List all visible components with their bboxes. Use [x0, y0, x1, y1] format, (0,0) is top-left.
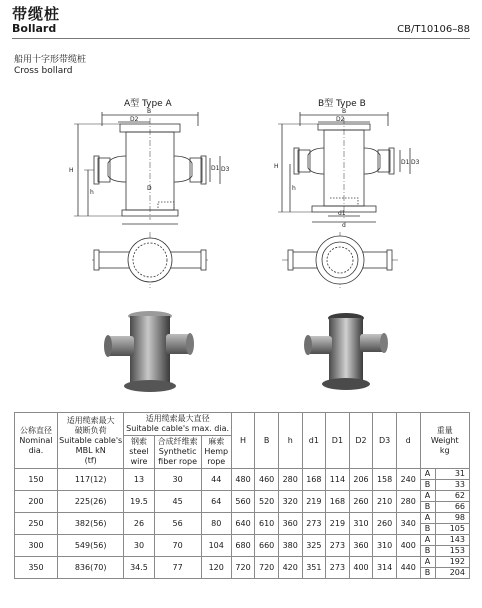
cell-weight: 31	[435, 469, 469, 480]
cell-b: 660	[255, 535, 279, 557]
type-a-front-view	[60, 108, 230, 228]
cell-nominal: 150	[15, 469, 58, 491]
cell-d2: 310	[349, 513, 373, 535]
cell-h: 480	[231, 469, 255, 491]
cell-mbl: 382(56)	[57, 513, 124, 535]
header-nominal-unit: dia.	[28, 445, 44, 455]
cell-h: 380	[278, 535, 302, 557]
cell-d1: 351	[302, 557, 326, 579]
cell-weight: 62	[435, 491, 469, 502]
subtitle-zh: 船用十字形带缆桩	[14, 55, 87, 65]
header-steel-zh: 钢索	[130, 437, 147, 446]
dim-h-label-b: H	[274, 163, 279, 170]
cell-b: 460	[255, 469, 279, 491]
table-row	[15, 513, 470, 524]
cell-hemp: 120	[201, 557, 231, 579]
cell-d1: 273	[326, 557, 350, 579]
cell-hemp: 44	[201, 469, 231, 491]
dim-d1-label-b: D1	[401, 159, 410, 166]
cell-nominal: 300	[15, 535, 58, 557]
cell-type: A	[420, 535, 435, 546]
cell-synthetic: 56	[154, 513, 201, 535]
header-mbl-zh2: 破断负荷	[74, 425, 107, 435]
type-a-label: A型 Type A	[124, 99, 172, 109]
header-steel-en2: wire	[130, 457, 148, 466]
cell-d1: 273	[302, 513, 326, 535]
header-h: h	[278, 413, 302, 469]
cell-h: 640	[231, 513, 255, 535]
header-weight-unit: kg	[439, 445, 450, 455]
cell-type: A	[420, 469, 435, 480]
cell-d2: 260	[349, 491, 373, 513]
dim-d3-label: D3	[221, 166, 230, 173]
cell-type: B	[420, 568, 435, 579]
cell-weight: 98	[435, 513, 469, 524]
cell-synthetic: 77	[154, 557, 201, 579]
cell-type: A	[420, 557, 435, 568]
cell-h: 320	[278, 491, 302, 513]
table-row	[15, 469, 470, 480]
cell-d: 400	[396, 535, 420, 557]
header-mbl-unit: MBL kN	[75, 445, 106, 455]
cell-weight: 143	[435, 535, 469, 546]
cell-d1: 114	[326, 469, 350, 491]
cell-type: B	[420, 524, 435, 535]
header-mbl-zh1: 适用缆索最大	[66, 415, 115, 425]
header-steel-en1: steel	[129, 447, 149, 456]
cell-weight: 105	[435, 524, 469, 535]
cell-d2: 360	[349, 535, 373, 557]
header-hemp-en1: Hemp	[204, 447, 229, 456]
type-a-render	[100, 306, 200, 396]
header-hemp	[201, 436, 231, 469]
header-suitable-dia	[124, 413, 231, 436]
header-D1: D1	[326, 413, 350, 469]
cell-type: A	[420, 513, 435, 524]
subtitle-en: Cross bollard	[14, 66, 73, 76]
dim-b-label-b: B	[342, 108, 347, 115]
cell-steel: 19.5	[124, 491, 154, 513]
cell-hemp: 64	[201, 491, 231, 513]
dim-d2-label: D2	[130, 116, 139, 123]
cell-d3: 158	[373, 469, 397, 491]
cell-b: 610	[255, 513, 279, 535]
cell-steel: 26	[124, 513, 154, 535]
header-nominal	[15, 413, 58, 469]
dim-d2-label-b: D2	[336, 116, 345, 123]
spec-table-body	[15, 469, 470, 579]
cell-d1: 219	[326, 513, 350, 535]
cell-d3: 314	[373, 557, 397, 579]
cell-steel: 30	[124, 535, 154, 557]
header-suitable-zh: 适用缆索最大直径	[145, 414, 210, 423]
cell-hemp: 104	[201, 535, 231, 557]
cell-d1: 219	[302, 491, 326, 513]
dim-b-label: B	[147, 108, 152, 115]
header-synthetic-zh: 合成纤维索	[157, 437, 198, 446]
cell-d1: 168	[326, 491, 350, 513]
header-nominal-zh: 公称直径	[19, 425, 52, 435]
spec-table	[14, 412, 470, 579]
dim-h-label: H	[69, 167, 74, 174]
dim-small-d1-label-b: d1	[338, 210, 346, 217]
cell-d3: 310	[373, 535, 397, 557]
cell-d2: 400	[349, 557, 373, 579]
header-mbl-en: Suitable cable's	[59, 435, 123, 445]
cell-b: 520	[255, 491, 279, 513]
cell-nominal: 200	[15, 491, 58, 513]
cell-weight: 66	[435, 502, 469, 513]
dim-d-label: D	[147, 185, 152, 192]
type-b-label: B型 Type B	[318, 99, 366, 109]
cell-weight: 204	[435, 568, 469, 579]
cell-steel: 13	[124, 469, 154, 491]
table-row	[15, 557, 470, 568]
cell-d1: 273	[326, 535, 350, 557]
page-title-zh: 带缆桩	[12, 5, 61, 23]
cell-mbl: 117(12)	[57, 469, 124, 491]
header-suitable-en: Suitable cable's max. dia.	[126, 424, 230, 433]
header-d: d	[396, 413, 420, 469]
dim-small-h-label: h	[90, 189, 94, 196]
header-mbl-tf: (tf)	[84, 455, 97, 465]
type-b-front-view	[272, 108, 422, 228]
cell-d3: 260	[373, 513, 397, 535]
cell-h: 680	[231, 535, 255, 557]
cell-h: 280	[278, 469, 302, 491]
header-synthetic-en1: Synthetic	[158, 447, 197, 456]
header-D2: D2	[349, 413, 373, 469]
cell-mbl: 225(26)	[57, 491, 124, 513]
cell-d: 340	[396, 513, 420, 535]
header-weight-zh: 重量	[436, 425, 453, 435]
page-title-en: Bollard	[12, 22, 57, 35]
cell-h: 560	[231, 491, 255, 513]
cell-synthetic: 70	[154, 535, 201, 557]
table-row	[15, 535, 470, 546]
cell-h: 720	[231, 557, 255, 579]
subtitle	[14, 55, 86, 77]
cell-hemp: 80	[201, 513, 231, 535]
header-d1: d1	[302, 413, 326, 469]
cell-weight: 153	[435, 546, 469, 557]
header-steel	[124, 436, 154, 469]
header-hemp-zh: 麻索	[208, 437, 225, 446]
cell-d3: 210	[373, 491, 397, 513]
cell-d: 240	[396, 469, 420, 491]
cell-h: 420	[278, 557, 302, 579]
dim-d3-label-b: D3	[411, 159, 420, 166]
dim-small-d-label-b: d	[342, 222, 346, 228]
header-synthetic-en2: fiber rope	[158, 457, 198, 466]
cell-h: 360	[278, 513, 302, 535]
type-b-plan-view	[280, 232, 400, 288]
header-weight-en: Weight	[430, 435, 459, 445]
cell-d: 280	[396, 491, 420, 513]
cell-b: 720	[255, 557, 279, 579]
cell-nominal: 350	[15, 557, 58, 579]
cell-d1: 325	[302, 535, 326, 557]
header-hemp-en2: rope	[207, 457, 226, 466]
title-divider	[12, 38, 470, 39]
cell-weight: 192	[435, 557, 469, 568]
header-D3: D3	[373, 413, 397, 469]
cell-nominal: 250	[15, 513, 58, 535]
cell-mbl: 549(56)	[57, 535, 124, 557]
cell-type: A	[420, 491, 435, 502]
dim-small-h-label-b: h	[292, 185, 296, 192]
cell-d2: 206	[349, 469, 373, 491]
header-H: H	[231, 413, 255, 469]
dim-d1-label: D1	[211, 165, 220, 172]
cell-steel: 34.5	[124, 557, 154, 579]
header-nominal-en: Nominal	[19, 435, 53, 445]
header-B: B	[255, 413, 279, 469]
cell-d1: 168	[302, 469, 326, 491]
header-synthetic	[154, 436, 201, 469]
table-row	[15, 491, 470, 502]
cell-type: B	[420, 502, 435, 513]
cell-synthetic: 45	[154, 491, 201, 513]
cell-synthetic: 30	[154, 469, 201, 491]
type-a-plan-view	[90, 232, 210, 288]
cell-weight: 33	[435, 480, 469, 491]
type-b-render	[296, 306, 396, 396]
header-weight	[420, 413, 470, 469]
title-block	[12, 6, 60, 35]
cell-d: 440	[396, 557, 420, 579]
header-mbl	[57, 413, 124, 469]
standard-code: CB/T10106–88	[397, 24, 470, 35]
cell-type: B	[420, 480, 435, 491]
cell-type: B	[420, 546, 435, 557]
cell-mbl: 836(70)	[57, 557, 124, 579]
